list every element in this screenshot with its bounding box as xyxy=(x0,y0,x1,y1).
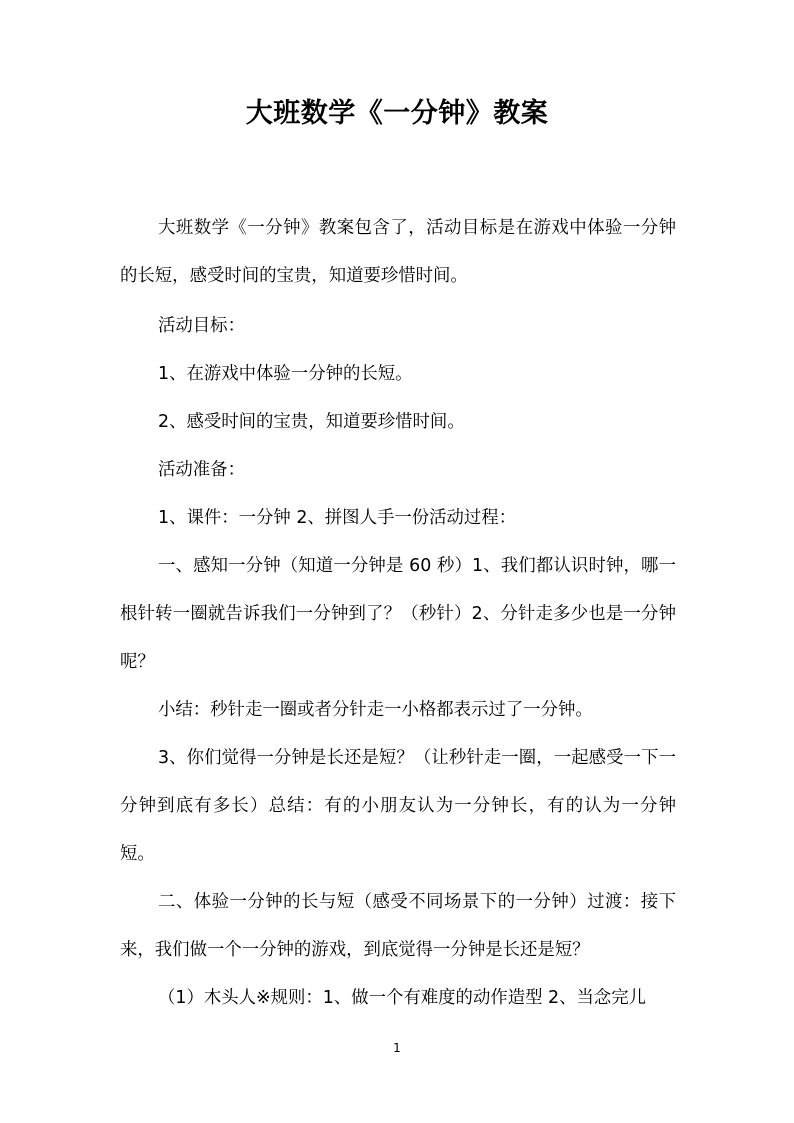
paragraph: 一、感知一分钟（知道一分钟是 60 秒）1、我们都认识时钟，哪一根针转一圈就告诉我们一分钟到了？（秒针）2、分针走多少也是一分钟呢？ xyxy=(120,556,676,672)
page-number: 1 xyxy=(393,1041,401,1055)
paragraph: 3、你们觉得一分钟是长还是短？（让秒针走一圈，一起感受一下一分钟到底有多长）总结：有的小朋友认为一分钟长，有的认为一分钟短。 xyxy=(120,748,676,864)
paragraph: 1、课件：一分钟 2、拼图人手一份活动过程： xyxy=(158,508,517,528)
paragraph: 大班数学《一分钟》教案包含了，活动目标是在游戏中体验一分钟的长短，感受时间的宝贵，知道要珍惜时间。 xyxy=(120,218,676,286)
paragraph: 活动目标： xyxy=(158,316,245,336)
document-title: 大班数学《一分钟》教案 xyxy=(245,98,549,129)
paragraph: 2、感受时间的宝贵，知道要珍惜时间。 xyxy=(158,412,465,432)
paragraph: 1、在游戏中体验一分钟的长短。 xyxy=(158,364,413,384)
paragraph: 小结：秒针走一圈或者分针走一小格都表示过了一分钟。 xyxy=(158,700,593,720)
paragraph: 活动准备： xyxy=(158,460,245,480)
paragraph: 二、体验一分钟的长与短（感受不同场景下的一分钟）过渡：接下来，我们做一个一分钟的游戏，到底觉得一分钟是长还是短？ xyxy=(120,892,676,960)
paragraph: （1）木头人※规则：1、做一个有难度的动作造型 2、当念完儿 xyxy=(158,988,647,1008)
